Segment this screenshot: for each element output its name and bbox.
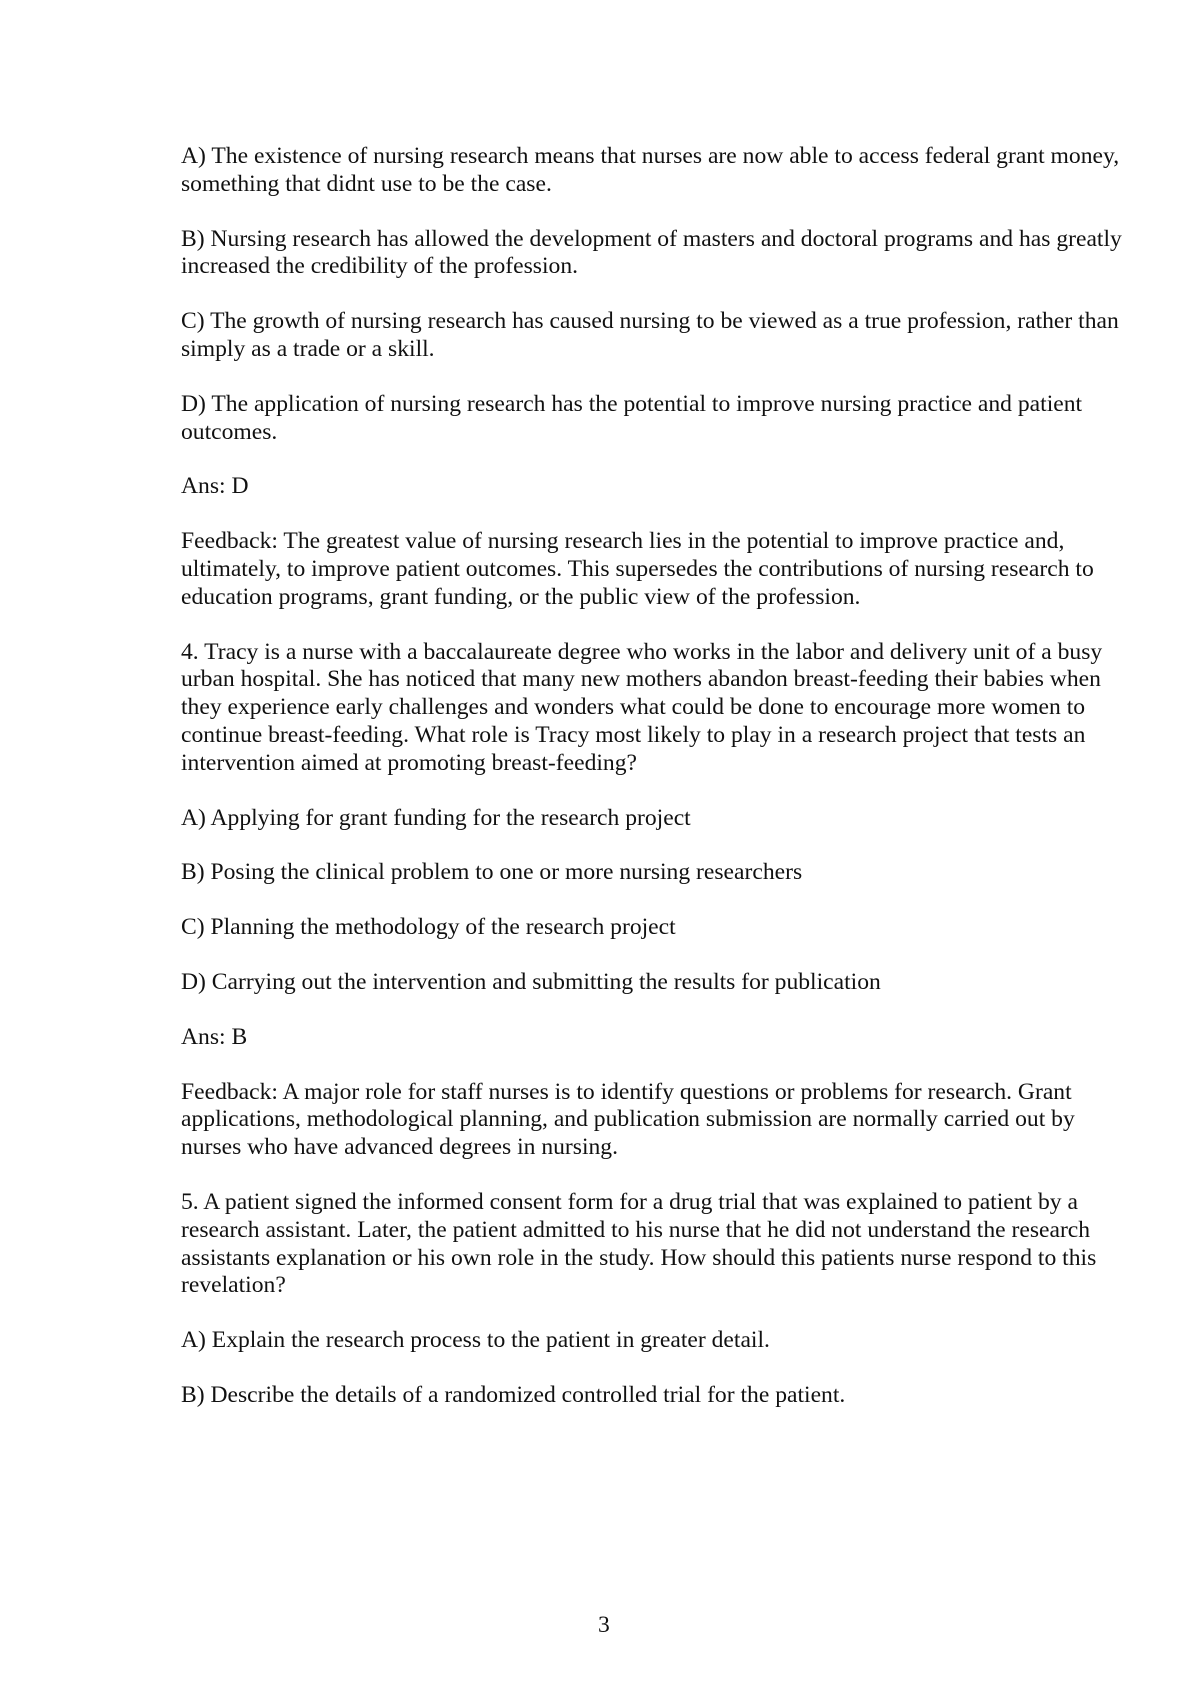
paragraph [181, 1079, 1161, 1162]
text-line: Ans: B [181, 1023, 248, 1050]
text-line: B) Describe the details of a randomized controlled trial for the patient. [181, 1381, 846, 1408]
paragraph [181, 473, 1161, 501]
text-line: research assistant. Later, the patient admitted to his nurse that he did not understand the research [181, 1216, 1091, 1243]
text-line: Feedback: The greatest value of nursing research lies in the potential to improve practice and, [181, 528, 1065, 555]
text-line: A) Applying for grant funding for the research project [181, 804, 691, 831]
paragraph [181, 639, 1161, 778]
page-number: 3 [598, 1612, 610, 1638]
text-line: increased the credibility of the profession. [181, 253, 579, 280]
text-line: C) The growth of nursing research has caused nursing to be viewed as a true profession, rather than [181, 308, 1119, 335]
text-line: intervention aimed at promoting breast-feeding? [181, 749, 637, 776]
paragraph [181, 805, 1161, 833]
text-line: A) The existence of nursing research means that nurses are now able to access federal grant money, [181, 143, 1120, 169]
paragraph [181, 308, 1161, 364]
document-body [181, 143, 1161, 1437]
paragraph [181, 391, 1161, 447]
paragraph [181, 1327, 1161, 1355]
text-line: 4. Tracy is a nurse with a baccalaureate degree who works in the labor and delivery unit of a busy [181, 638, 1103, 665]
paragraph [181, 1189, 1161, 1300]
text-line: Feedback: A major role for staff nurses is to identify questions or problems for research. Grant [181, 1078, 1072, 1105]
text-line: B) Nursing research has allowed the development of masters and doctoral programs and has greatly [181, 225, 1122, 252]
text-line: education programs, grant funding, or the public view of the profession. [181, 583, 861, 610]
text-line: simply as a trade or a skill. [181, 335, 435, 362]
text-line: B) Posing the clinical problem to one or more nursing researchers [181, 859, 803, 886]
text-line: something that didnt use to be the case. [181, 170, 552, 197]
text-line: continue breast-feeding. What role is Tracy most likely to play in a research project that tests an [181, 721, 1086, 748]
text-line: D) The application of nursing research has the potential to improve nursing practice and patient [181, 390, 1083, 417]
text-line: revelation? [181, 1272, 286, 1299]
text-line: 5. A patient signed the informed consent form for a drug trial that was explained to patient by a [181, 1188, 1078, 1215]
paragraph [181, 1024, 1161, 1052]
text-line: Ans: D [181, 473, 249, 500]
text-line: ultimately, to improve patient outcomes. This supersedes the contributions of nursing research to [181, 555, 1094, 582]
paragraph [181, 859, 1161, 887]
text-line: outcomes. [181, 418, 278, 445]
text-line: urban hospital. She has noticed that many new mothers abandon breast-feeding their babies when [181, 666, 1101, 693]
text-line: they experience early challenges and wonders what could be done to encourage more women to [181, 694, 1086, 721]
text-line: D) Carrying out the intervention and submitting the results for publication [181, 968, 881, 995]
text-line: C) Planning the methodology of the research project [181, 914, 676, 941]
paragraph [181, 528, 1161, 611]
text-line: nurses who have advanced degrees in nursing. [181, 1134, 619, 1161]
paragraph [181, 1382, 1161, 1410]
text-line: applications, methodological planning, and publication submission are normally carried out by [181, 1106, 1075, 1133]
text-line: assistants explanation or his own role in the study. How should this patients nurse respond to this [181, 1244, 1097, 1271]
paragraph [181, 143, 1161, 199]
paragraph [181, 226, 1161, 282]
text-line: A) Explain the research process to the patient in greater detail. [181, 1327, 770, 1354]
paragraph [181, 914, 1161, 942]
paragraph [181, 969, 1161, 997]
